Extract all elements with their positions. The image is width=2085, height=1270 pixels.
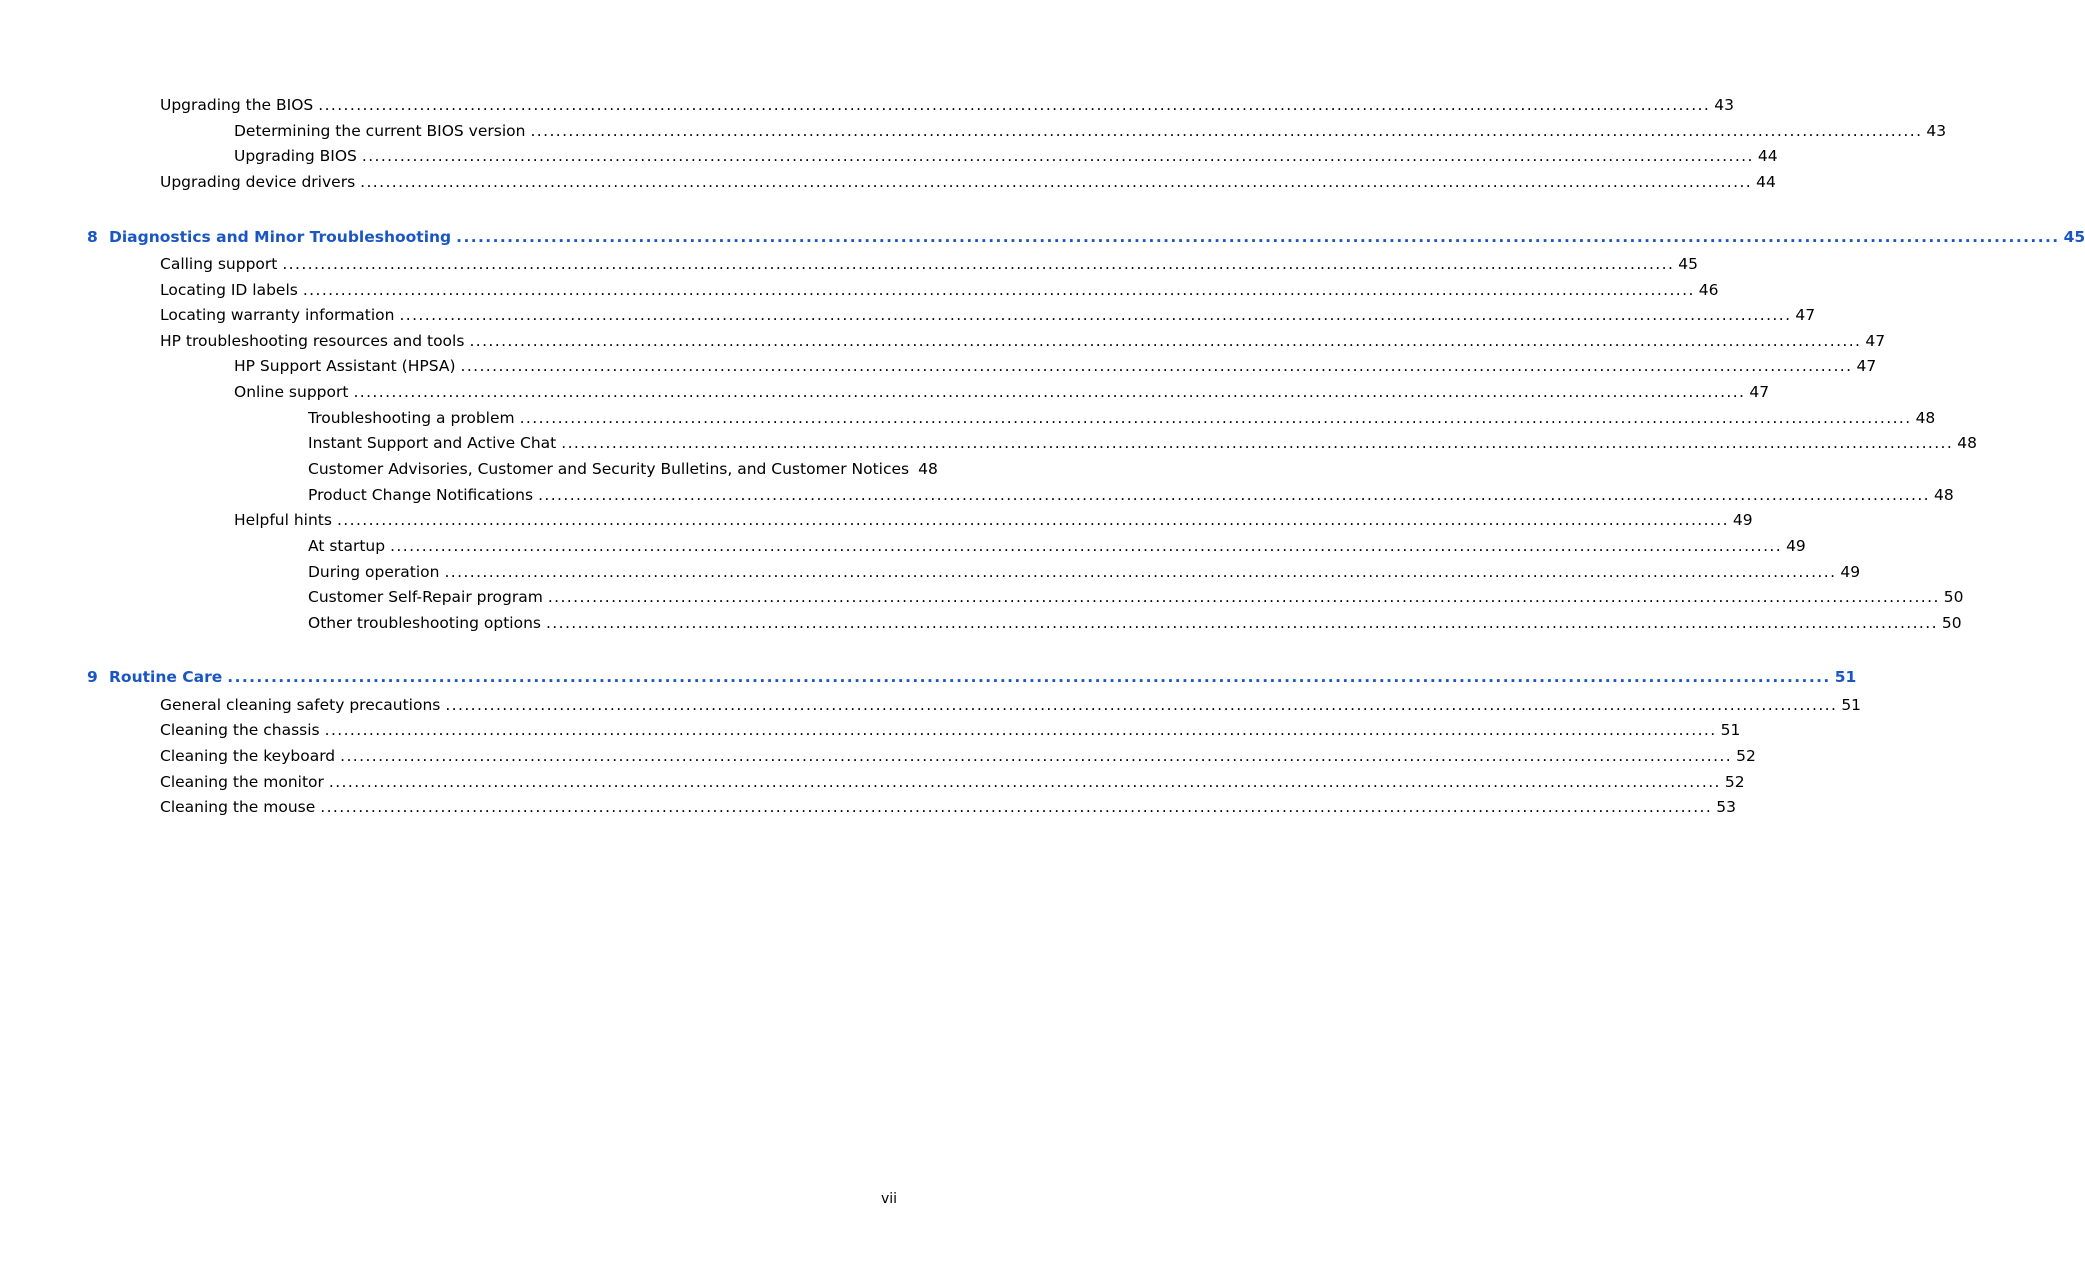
toc-entry-title: Cleaning the chassis — [160, 721, 320, 739]
toc-entry-page: 44 — [1757, 147, 1778, 165]
toc-entry[interactable] — [160, 305, 1816, 325]
toc-leader-dots: ............................................................................................................................................................................................................................ — [456, 228, 2060, 246]
toc-leader-dots: ............................................................................................................................................................................................................................ — [469, 332, 1862, 350]
toc-entry-page: 51 — [1841, 696, 1862, 714]
toc-leader-dots: ............................................................................................................................................................................................................................ — [340, 747, 1733, 765]
toc-chapter-number: 8 — [87, 228, 98, 246]
toc-entry[interactable] — [234, 121, 1947, 141]
toc-leader-dots: ............................................................................................................................................................................................................................ — [445, 696, 1838, 714]
toc-entry[interactable] — [234, 146, 1778, 166]
toc-entry-title: Product Change Notifications — [308, 486, 534, 504]
toc-entry[interactable] — [234, 510, 1753, 530]
toc-entry-page: 46 — [1698, 281, 1719, 299]
toc-leader-dots: ............................................................................................................................................................................................................................ — [399, 306, 1792, 324]
toc-entry[interactable] — [308, 587, 1964, 607]
toc-leader-dots: ............................................................................................................................................................................................................................ — [538, 486, 1931, 504]
toc-entry[interactable] — [234, 382, 1770, 402]
toc-entry-title: Customer Advisories, Customer and Security Bulletins, and Customer Notices — [308, 460, 910, 478]
toc-leader-dots: ............................................................................................................................................................................................................................ — [227, 668, 1831, 686]
toc-entry-title: HP Support Assistant (HPSA) — [234, 357, 456, 375]
toc-leader-dots: ............................................................................................................................................................................................................................ — [302, 281, 1695, 299]
toc-entry-title: Instant Support and Active Chat — [308, 434, 557, 452]
toc-entry-page: 47 — [1865, 332, 1886, 350]
toc-leader-dots: ............................................................................................................................................................................................................................ — [519, 409, 1912, 427]
toc-entry[interactable] — [308, 562, 1861, 582]
toc-entry-page: 51 — [1834, 668, 1857, 686]
toc-leader-dots: ............................................................................................................................................................................................................................ — [353, 383, 1746, 401]
toc-leader-dots: ............................................................................................................................................................................................................................ — [318, 96, 1711, 114]
toc-entry-title: Other troubleshooting options — [308, 614, 541, 632]
toc-entry[interactable] — [160, 331, 1886, 351]
toc-entry-title: At startup — [308, 537, 386, 555]
toc-entry-title: Upgrading device drivers — [160, 173, 356, 191]
toc-entry[interactable] — [160, 280, 1719, 300]
toc-entry[interactable] — [160, 172, 1776, 192]
toc-entry-page: 48 — [1915, 409, 1936, 427]
toc-entry-page: 48 — [1934, 486, 1954, 504]
toc-entry[interactable] — [160, 254, 1699, 274]
toc-chapter-entry[interactable] — [87, 227, 2085, 247]
toc-entry-page: 47 — [1749, 383, 1770, 401]
toc-entry-page: 50 — [1941, 614, 1962, 632]
toc-entry-title: Upgrading BIOS — [234, 147, 357, 165]
toc-leader-dots: ............................................................................................................................................................................................................................ — [545, 614, 1938, 632]
toc-entry-title: General cleaning safety precautions — [160, 696, 441, 714]
toc-entry[interactable] — [160, 772, 1745, 792]
toc-entry-page: 52 — [1736, 747, 1756, 765]
toc-chapter-entry[interactable] — [87, 667, 1857, 687]
toc-entry-title: Locating warranty information — [160, 306, 395, 324]
toc-entry-page: 45 — [2063, 228, 2085, 246]
toc-entry[interactable] — [308, 459, 938, 479]
toc-leader-dots: ............................................................................................................................................................................................................................ — [360, 173, 1753, 191]
toc-entry-page: 43 — [1714, 96, 1734, 114]
toc-entry[interactable] — [308, 433, 1977, 453]
toc-entry[interactable] — [308, 408, 1936, 428]
toc-entry-page: 49 — [1840, 563, 1861, 581]
toc-entry[interactable] — [160, 695, 1862, 715]
toc-entry-title: Cleaning the mouse — [160, 798, 316, 816]
toc-entry[interactable] — [308, 613, 1962, 633]
toc-leader-dots: ............................................................................................................................................................................................................................ — [460, 357, 1853, 375]
toc-entry-title: Online support — [234, 383, 349, 401]
toc-entry[interactable] — [308, 485, 1954, 505]
toc-entry-title: Customer Self-Repair program — [308, 588, 543, 606]
toc-leader-dots: ............................................................................................................................................................................................................................ — [324, 721, 1717, 739]
toc-entry-title: Calling support — [160, 255, 278, 273]
toc-entry-page: 49 — [1786, 537, 1806, 555]
toc-leader-dots: ............................................................................................................................................................................................................................ — [530, 122, 1923, 140]
toc-leader-dots: ............................................................................................................................................................................................................................ — [361, 147, 1754, 165]
toc-leader-dots: ............................................................................................................................................................................................................................ — [390, 537, 1783, 555]
toc-leader-dots: ............................................................................................................................................................................................................................ — [282, 255, 1675, 273]
toc-entry-title: During operation — [308, 563, 440, 581]
toc-entry[interactable] — [234, 356, 1877, 376]
toc-leader-dots: ............................................................................................................................................................................................................................ — [336, 511, 1729, 529]
toc-entry-title: HP troubleshooting resources and tools — [160, 332, 465, 350]
toc-entry[interactable] — [308, 536, 1806, 556]
toc-entry-page: 49 — [1732, 511, 1753, 529]
toc-leader-dots: ............................................................................................................................................................................................................................ — [561, 434, 1954, 452]
toc-leader-dots: ............................................................................................................................................................................................................................ — [320, 798, 1713, 816]
toc-entry-title: Routine Care — [109, 668, 223, 686]
toc-chapter-number: 9 — [87, 668, 98, 686]
toc-entry[interactable] — [160, 746, 1756, 766]
toc-entry-page: 47 — [1856, 357, 1877, 375]
toc-entry[interactable] — [160, 95, 1734, 115]
toc-entry-title: Cleaning the keyboard — [160, 747, 336, 765]
toc-entry-page: 44 — [1756, 173, 1776, 191]
toc-entry-title: Troubleshooting a problem — [308, 409, 515, 427]
toc-entry-title: Diagnostics and Minor Troubleshooting — [109, 228, 452, 246]
toc-entry-page: 50 — [1943, 588, 1964, 606]
toc-entry-title: Determining the current BIOS version — [234, 122, 526, 140]
toc-entry-page: 45 — [1678, 255, 1699, 273]
toc-entry-title: Upgrading the BIOS — [160, 96, 314, 114]
toc-leader-dots: ............................................................................................................................................................................................................................ — [444, 563, 1837, 581]
toc-entry-page: 53 — [1716, 798, 1736, 816]
toc-entry-page: 52 — [1724, 773, 1745, 791]
toc-entry[interactable] — [160, 797, 1736, 817]
toc-entry-page: 48 — [918, 460, 938, 478]
toc-entry-title: Helpful hints — [234, 511, 332, 529]
toc-leader-dots: ............................................................................................................................................................................................................................ — [547, 588, 1940, 606]
toc-entry[interactable] — [160, 720, 1741, 740]
toc-entry-page: 48 — [1957, 434, 1977, 452]
toc-entry-title: Locating ID labels — [160, 281, 298, 299]
toc-entry-page: 47 — [1795, 306, 1816, 324]
page-number: vii — [881, 1191, 898, 1207]
toc-entry-title: Cleaning the monitor — [160, 773, 324, 791]
toc-leader-dots: ............................................................................................................................................................................................................................ — [328, 773, 1721, 791]
toc-entry-page: 43 — [1926, 122, 1947, 140]
toc-entry-page: 51 — [1720, 721, 1741, 739]
